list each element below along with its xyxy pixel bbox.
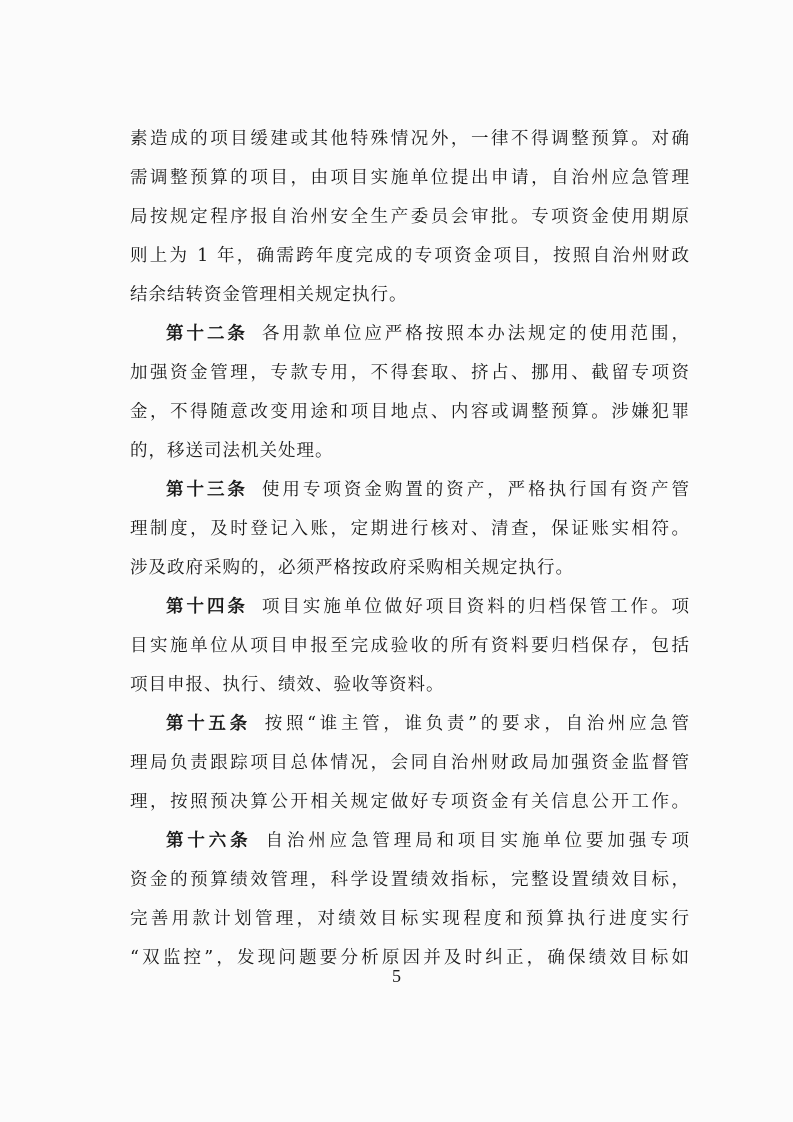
- text-line: 理局负责跟踪项目总体情况，会同自治州财政局加强资金监督管: [130, 753, 690, 773]
- text-line: 理，按照预决算公开相关规定做好专项资金有关信息公开工作。: [130, 792, 690, 812]
- text-line: 加强资金管理，专款专用，不得套取、挤占、挪用、截留专项资: [130, 363, 690, 383]
- text-line: 涉及政府采购的，必须严格按政府采购相关规定执行。: [130, 558, 574, 578]
- article-16-text: 自治州应急管理局和项目实施单位要加强专项: [265, 831, 691, 851]
- text-line: 则上为 1 年，确需跨年度完成的专项资金项目，按照自治州财政: [130, 246, 690, 266]
- text-line: 的，移送司法机关处理。: [130, 441, 334, 461]
- text-line: 目实施单位从项目申报至完成验收的所有资料要归档保存，包括: [130, 636, 690, 656]
- article-13-line: [130, 471, 690, 510]
- article-13-text: 使用专项资金购置的资产，严格执行国有资产管: [261, 480, 691, 500]
- text-line: 素造成的项目缓建或其他特殊情况外，一律不得调整预算。对确: [130, 129, 690, 149]
- text-line: 金，不得随意改变用途和项目地点、内容或调整预算。涉嫌犯罪: [130, 402, 690, 422]
- article-16-label: 第十六条: [166, 831, 252, 851]
- article-14-label: 第十四条: [166, 597, 248, 617]
- article-15-line: [130, 705, 690, 744]
- text-line: 完善用款计划管理，对绩效目标实现程度和预算执行进度实行: [130, 909, 690, 929]
- text-line: 需调整预算的项目，由项目实施单位提出申请，自治州应急管理: [130, 168, 690, 188]
- text-line: 项目申报、执行、绩效、验收等资料。: [130, 675, 445, 695]
- article-12-label: 第十二条: [166, 324, 248, 344]
- article-14-line: [130, 588, 690, 627]
- article-16-line: [130, 822, 690, 861]
- text-line: 资金的预算绩效管理，科学设置绩效指标，完整设置绩效目标，: [130, 870, 690, 890]
- article-14-text: 项目实施单位做好项目资料的归档保管工作。项: [261, 597, 691, 617]
- text-line: 结余结转资金管理相关规定执行。: [130, 285, 408, 305]
- article-12-text: 各用款单位应严格按照本办法规定的使用范围，: [261, 324, 691, 344]
- article-13-label: 第十三条: [166, 480, 248, 500]
- text-line: “双监控”，发现问题要分析原因并及时纠正，确保绩效目标如: [130, 948, 690, 968]
- text-line: 理制度，及时登记入账，定期进行核对、清查，保证账实相符。: [130, 519, 690, 539]
- body-text: [130, 120, 690, 978]
- article-12-line: [130, 315, 690, 354]
- article-15-text: 按照“谁主管，谁负责”的要求，自治州应急管: [264, 714, 690, 734]
- page-number: 5: [392, 966, 401, 986]
- text-line: 局按规定程序报自治州安全生产委员会审批。专项资金使用期原: [130, 207, 690, 227]
- article-15-label: 第十五条: [166, 714, 251, 734]
